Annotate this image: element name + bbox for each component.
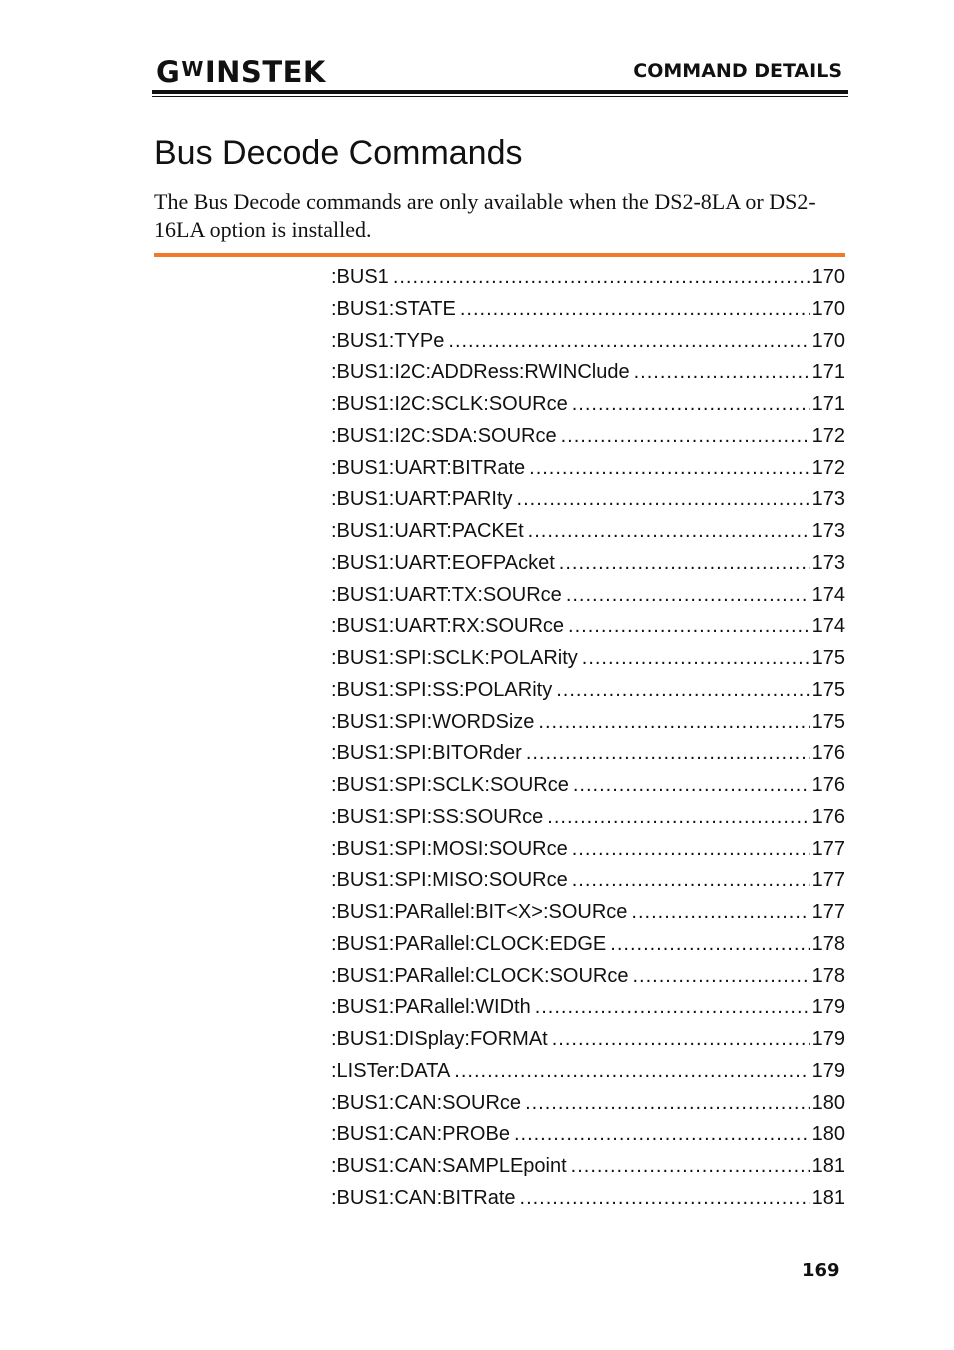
toc-page: 171: [811, 361, 845, 384]
toc-command: :BUS1:SPI:WORDSize: [331, 710, 535, 733]
toc-leader: [535, 996, 810, 1019]
toc-page: 171: [811, 393, 845, 415]
section-label: COMMAND DETAILS: [633, 60, 842, 82]
toc-leader: [571, 1155, 810, 1178]
toc-page: 173: [811, 520, 845, 542]
toc-page: 177: [811, 869, 845, 892]
toc-command: :BUS1:UART:RX:SOURce: [331, 615, 565, 638]
toc-page: 176: [811, 774, 845, 796]
toc-command: :BUS1:CAN:SOURce: [331, 1091, 522, 1114]
toc-leader: [525, 1092, 810, 1115]
toc-command: :BUS1:DISplay:FORMAt: [331, 1028, 548, 1050]
header-rule: [152, 90, 848, 94]
toc-leader: [633, 965, 810, 988]
toc-leader: [514, 1123, 810, 1146]
toc-entry[interactable]: [331, 520, 845, 552]
toc-entry[interactable]: [331, 869, 845, 901]
toc-entry[interactable]: [331, 584, 845, 616]
toc-page: 170: [811, 329, 845, 352]
toc-entry[interactable]: [331, 1092, 845, 1124]
command-index: [331, 266, 845, 1219]
page-title: Bus Decode Commands: [154, 134, 523, 172]
toc-leader: [526, 742, 810, 765]
toc-leader: [547, 806, 809, 829]
toc-page: 170: [811, 266, 845, 288]
toc-command: :BUS1:UART:EOFPAcket: [331, 551, 555, 574]
toc-leader: [634, 361, 810, 384]
toc-entry[interactable]: [331, 965, 845, 997]
toc-entry[interactable]: [331, 742, 845, 774]
toc-leader: [572, 393, 810, 416]
toc-page: 178: [811, 964, 845, 987]
gw-instek-logo: GWINSTEK: [156, 55, 326, 89]
toc-command: :BUS1:CAN:PROBe: [331, 1123, 510, 1146]
toc-command: :BUS1:I2C:SDA:SOURce: [331, 424, 557, 447]
toc-command: :BUS1:UART:BITRate: [331, 456, 526, 479]
toc-leader: [559, 552, 810, 575]
toc-command: :BUS1:SPI:BITORder: [331, 742, 522, 765]
toc-leader: [572, 869, 810, 892]
intro-paragraph: The Bus Decode commands are only available when the DS2-8LA or DS2-16LA option is installed.: [154, 189, 816, 242]
page-number: 169: [802, 1260, 840, 1281]
toc-command: :BUS1:SPI:MOSI:SOURce: [331, 837, 568, 860]
toc-leader: [582, 647, 810, 670]
toc-command: :BUS1:I2C:SCLK:SOURce: [331, 393, 568, 415]
toc-page: 172: [811, 424, 845, 447]
toc-entry[interactable]: [331, 298, 845, 330]
toc-entry[interactable]: [331, 615, 845, 647]
toc-page: 179: [811, 1028, 845, 1050]
toc-leader: [529, 457, 809, 480]
toc-command: :BUS1:PARallel:WIDth: [331, 996, 531, 1019]
toc-page: 175: [811, 710, 845, 733]
toc-command: :BUS1:SPI:MISO:SOURce: [331, 869, 568, 892]
toc-page: 174: [811, 615, 845, 638]
toc-entry[interactable]: [331, 647, 845, 679]
toc-entry[interactable]: [331, 711, 845, 743]
toc-entry[interactable]: [331, 330, 845, 362]
toc-entry[interactable]: [331, 901, 845, 933]
toc-leader: [393, 266, 810, 289]
toc-command: :BUS1:PARallel:CLOCK:EDGE: [331, 932, 607, 955]
toc-leader: [448, 330, 809, 353]
toc-leader: [568, 615, 810, 638]
toc-leader: [556, 679, 809, 702]
toc-entry[interactable]: [331, 1123, 845, 1155]
toc-command: :BUS1:SPI:SS:SOURce: [331, 805, 544, 828]
toc-command: :BUS1:UART:TX:SOURce: [331, 583, 562, 606]
page-header: [152, 54, 848, 98]
toc-page: 175: [811, 647, 845, 669]
toc-page: 175: [811, 678, 845, 701]
toc-page: 176: [811, 742, 845, 765]
toc-command: :BUS1:STATE: [331, 297, 456, 320]
toc-page: 177: [811, 901, 845, 923]
toc-entry[interactable]: [331, 393, 845, 425]
toc-entry[interactable]: [331, 1028, 845, 1060]
toc-leader: [561, 425, 810, 448]
toc-command: :BUS1: [331, 266, 389, 288]
toc-page: 181: [811, 1155, 845, 1177]
toc-leader: [538, 711, 809, 734]
toc-entry[interactable]: [331, 1155, 845, 1187]
toc-entry[interactable]: [331, 1187, 845, 1219]
toc-entry[interactable]: [331, 838, 845, 870]
toc-command: :BUS1:I2C:ADDRess:RWINClude: [331, 361, 630, 384]
toc-entry[interactable]: [331, 996, 845, 1028]
toc-leader: [566, 584, 810, 607]
toc-leader: [552, 1028, 810, 1051]
toc-leader: [610, 933, 809, 956]
accent-divider: [154, 253, 845, 257]
toc-leader: [454, 1060, 809, 1083]
toc-page: 181: [811, 1186, 845, 1209]
toc-page: 180: [811, 1091, 845, 1114]
toc-leader: [572, 838, 810, 861]
toc-entry[interactable]: [331, 552, 845, 584]
toc-leader: [460, 298, 810, 321]
toc-page: 173: [811, 551, 845, 574]
toc-command: :BUS1:SPI:SCLK:POLARity: [331, 647, 578, 669]
toc-page: 178: [811, 932, 845, 955]
toc-command: :LISTer:DATA: [331, 1059, 451, 1082]
toc-leader: [517, 488, 810, 511]
toc-page: 179: [811, 1059, 845, 1082]
toc-page: 173: [811, 488, 845, 511]
toc-command: :BUS1:CAN:SAMPLEpoint: [331, 1155, 567, 1177]
toc-entry[interactable]: [331, 1060, 845, 1092]
toc-entry[interactable]: [331, 488, 845, 520]
toc-command: :BUS1:PARallel:BIT<X>:SOURce: [331, 901, 628, 923]
toc-command: :BUS1:SPI:SCLK:SOURce: [331, 774, 569, 796]
toc-entry[interactable]: [331, 266, 845, 298]
toc-entry[interactable]: [331, 361, 845, 393]
toc-leader: [520, 1187, 810, 1210]
toc-command: :BUS1:CAN:BITRate: [331, 1186, 516, 1209]
toc-entry[interactable]: [331, 806, 845, 838]
toc-command: :BUS1:PARallel:CLOCK:SOURce: [331, 964, 629, 987]
toc-page: 176: [811, 805, 845, 828]
toc-page: 172: [811, 456, 845, 479]
toc-page: 174: [811, 583, 845, 606]
toc-leader: [573, 774, 810, 797]
toc-command: :BUS1:UART:PACKEt: [331, 520, 524, 542]
toc-leader: [528, 520, 810, 543]
toc-command: :BUS1:UART:PARIty: [331, 488, 513, 511]
toc-entry[interactable]: [331, 679, 845, 711]
toc-entry[interactable]: [331, 774, 845, 806]
toc-page: 180: [811, 1123, 845, 1146]
toc-entry[interactable]: [331, 425, 845, 457]
toc-page: 170: [811, 297, 845, 320]
toc-page: 179: [811, 996, 845, 1019]
toc-leader: [631, 901, 809, 924]
toc-entry[interactable]: [331, 457, 845, 489]
toc-page: 177: [811, 837, 845, 860]
toc-entry[interactable]: [331, 933, 845, 965]
toc-command: :BUS1:SPI:SS:POLARity: [331, 678, 553, 701]
toc-command: :BUS1:TYPe: [331, 329, 445, 352]
header-rule-thin: [152, 96, 848, 97]
